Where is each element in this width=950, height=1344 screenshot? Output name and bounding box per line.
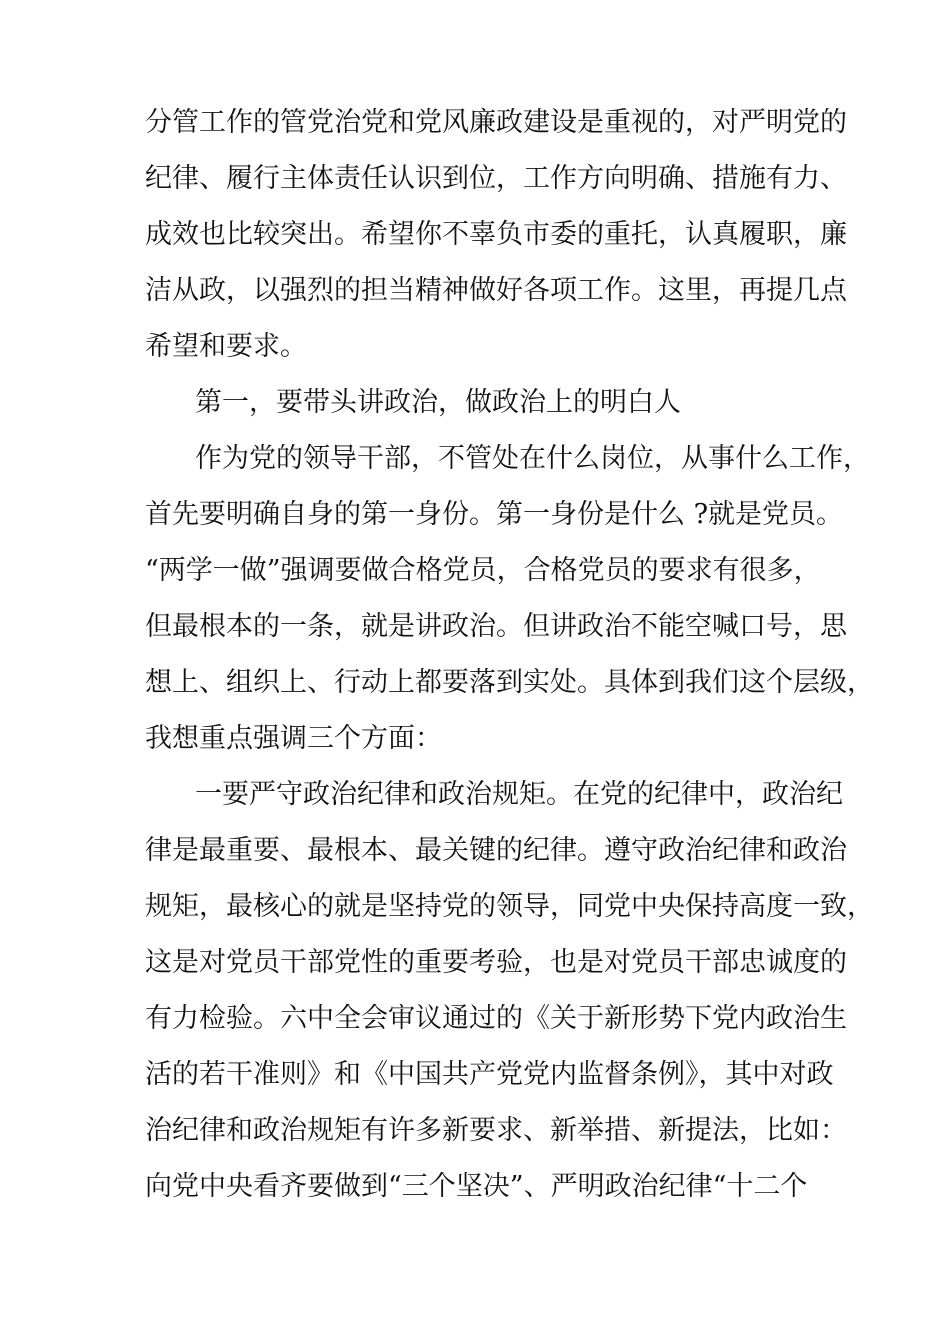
text-line: 律是最重要、最根本、最关键的纪律。遵守政治纪律和政治 xyxy=(145,835,847,866)
text-line: 向党中央看齐要做到“三个坚决”、严明政治纪律“十二个 xyxy=(145,1171,808,1202)
text-line: 一要严守政治纪律和政治规矩。在党的纪律中，政治纪 xyxy=(195,779,843,810)
text-line: 规矩，最核心的就是坚持党的领导，同党中央保持高度一致， xyxy=(145,891,874,922)
text-line: 但最根本的一条，就是讲政治。但讲政治不能空喊口号，思 xyxy=(145,611,847,642)
text-line: 这是对党员干部党性的重要考验，也是对党员干部忠诚度的 xyxy=(145,947,847,978)
text-line: 成效也比较突出。希望你不辜负市委的重托，认真履职，廉 xyxy=(145,219,847,250)
text-line: 想上、组织上、行动上都要落到实处。具体到我们这个层级， xyxy=(145,667,874,698)
section-heading: 第一，要带头讲政治，做政治上的明白人 xyxy=(195,387,681,418)
text-line: 首先要明确自身的第一身份。第一身份是什么 ?就是党员。 xyxy=(145,499,844,530)
text-line: 纪律、履行主体责任认识到位，工作方向明确、措施有力、 xyxy=(145,163,847,194)
text-line: 作为党的领导干部，不管处在什么岗位，从事什么工作， xyxy=(195,443,870,474)
text-line: 分管工作的管党治党和党风廉政建设是重视的，对严明党的 xyxy=(145,107,847,138)
text-line: 治纪律和政治规矩有许多新要求、新举措、新提法，比如： xyxy=(145,1115,847,1146)
text-line: 活的若干准则》和《中国共产党党内监督条例》，其中对政 xyxy=(145,1059,834,1090)
text-line: 有力检验。六中全会审议通过的《关于新形势下党内政治生 xyxy=(145,1003,847,1034)
text-line: 洁从政，以强烈的担当精神做好各项工作。这里，再提几点 xyxy=(145,275,847,306)
text-line: 我想重点强调三个方面： xyxy=(145,723,442,754)
text-line: 希望和要求。 xyxy=(145,331,307,362)
text-line: “两学一做”强调要做合格党员，合格党员的要求有很多， xyxy=(145,555,821,586)
